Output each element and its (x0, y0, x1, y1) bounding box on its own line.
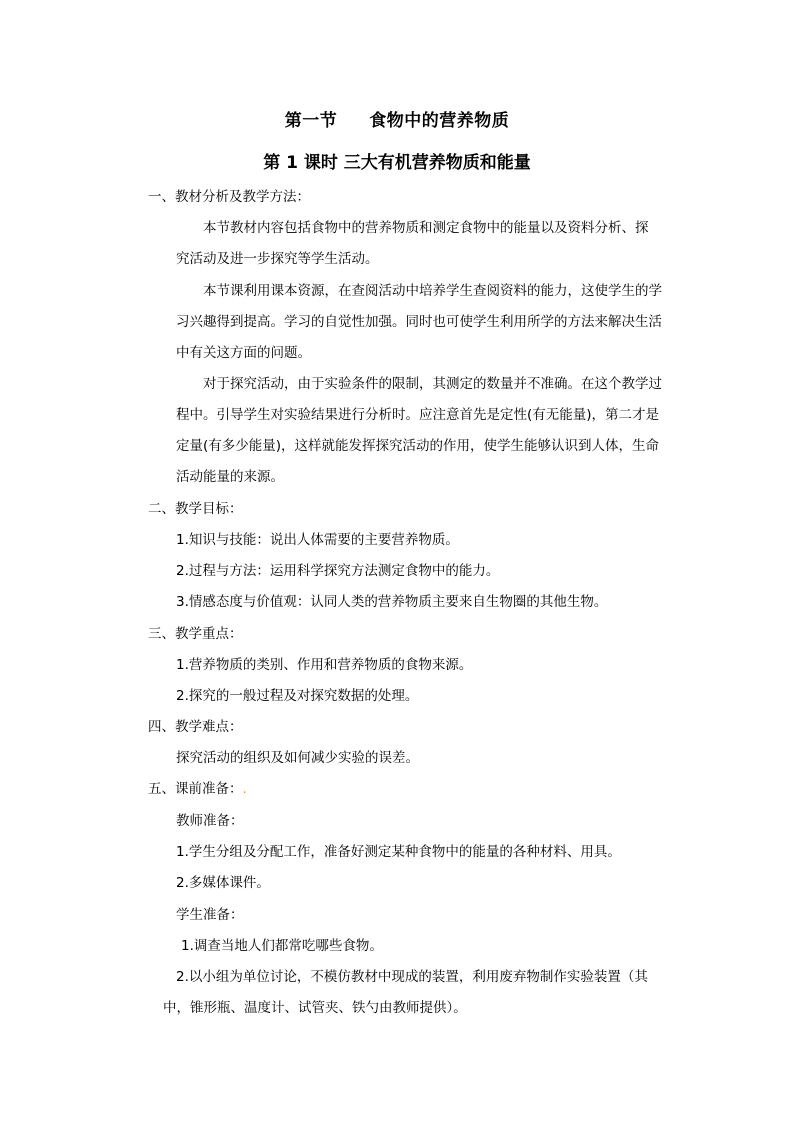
paragraph-line: 习兴趣得到提高。学习的自觉性加强。同时也可使学生利用所学的方法来解决生活 (176, 314, 662, 330)
list-item: 1.调查当地人们都常吃哪些食物。 (181, 938, 383, 954)
list-item: 2.过程与方法：运用科学探究方法测定食物中的能力。 (176, 563, 500, 579)
list-item: 3.情感态度与价值观：认同人类的营养物质主要来自生物圈的其他生物。 (176, 594, 608, 610)
paragraph-line: 程中。引导学生对实验结果进行分析时。应注意首先是定性(有无能量)，第二才是 (176, 407, 660, 423)
paragraph-line: 对于探究活动，由于实验条件的限制，其测定的数量并不准确。在这个教学过 (203, 376, 662, 392)
heading-preparation-text: 五、课前准备： (148, 781, 243, 797)
section-title (0, 106, 794, 131)
lesson-title: 第 1 课时 三大有机营养物质和能量 (263, 153, 531, 173)
list-item: 1.知识与技能：说出人体需要的主要营养物质。 (176, 532, 459, 548)
section-name: 食物中的营养物质 (369, 111, 510, 131)
paragraph-line: 本节教材内容包括食物中的营养物质和测定食物中的能量以及资料分析、探 (203, 220, 649, 236)
paragraph-line: 本节课利用课本资源，在查阅活动中培养学生查阅资料的能力，这使学生的学 (203, 283, 662, 299)
paragraph-line: 究活动及进一步探究等学生活动。 (176, 251, 379, 267)
list-item-continuation: 中，锥形瓶、温度计、试管夹、铁勺由教师提供）。 (163, 1000, 467, 1016)
section-number: 第一节 (284, 111, 338, 131)
heading-preparation (148, 779, 247, 799)
list-item: 1.营养物质的类别、作用和营养物质的食物来源。 (176, 657, 473, 673)
heading-teaching-goals: 二、教学目标： (148, 501, 243, 517)
list-item: 2.多媒体课件。 (176, 875, 270, 891)
list-item: 1.学生分组及分配工作，准备好测定某种食物中的能量的各种材料、用具。 (176, 844, 621, 860)
list-item: 探究活动的组织及如何减少实验的误差。 (176, 750, 419, 766)
heading-difficult-points: 四、教学难点： (148, 719, 243, 735)
stray-dot: . (242, 781, 247, 797)
subheading-student: 学生准备： (176, 907, 244, 923)
paragraph-line: 定量(有多少能量)，这样就能发挥探究活动的作用，使学生能够认识到人体，生命 (176, 438, 660, 454)
list-item: 2.探究的一般过程及对探究数据的处理。 (176, 688, 419, 704)
subheading-teacher: 教师准备： (176, 813, 244, 829)
list-item: 2.以小组为单位讨论，不模仿教材中现成的装置，利用废弃物制作实验装置（其 (176, 969, 648, 985)
paragraph-line: 中有关这方面的问题。 (176, 345, 311, 361)
heading-key-points: 三、教学重点： (148, 626, 243, 642)
heading-textbook-analysis: 一、教材分析及教学方法： (148, 189, 310, 205)
paragraph-line: 活动能量的来源。 (176, 469, 284, 485)
